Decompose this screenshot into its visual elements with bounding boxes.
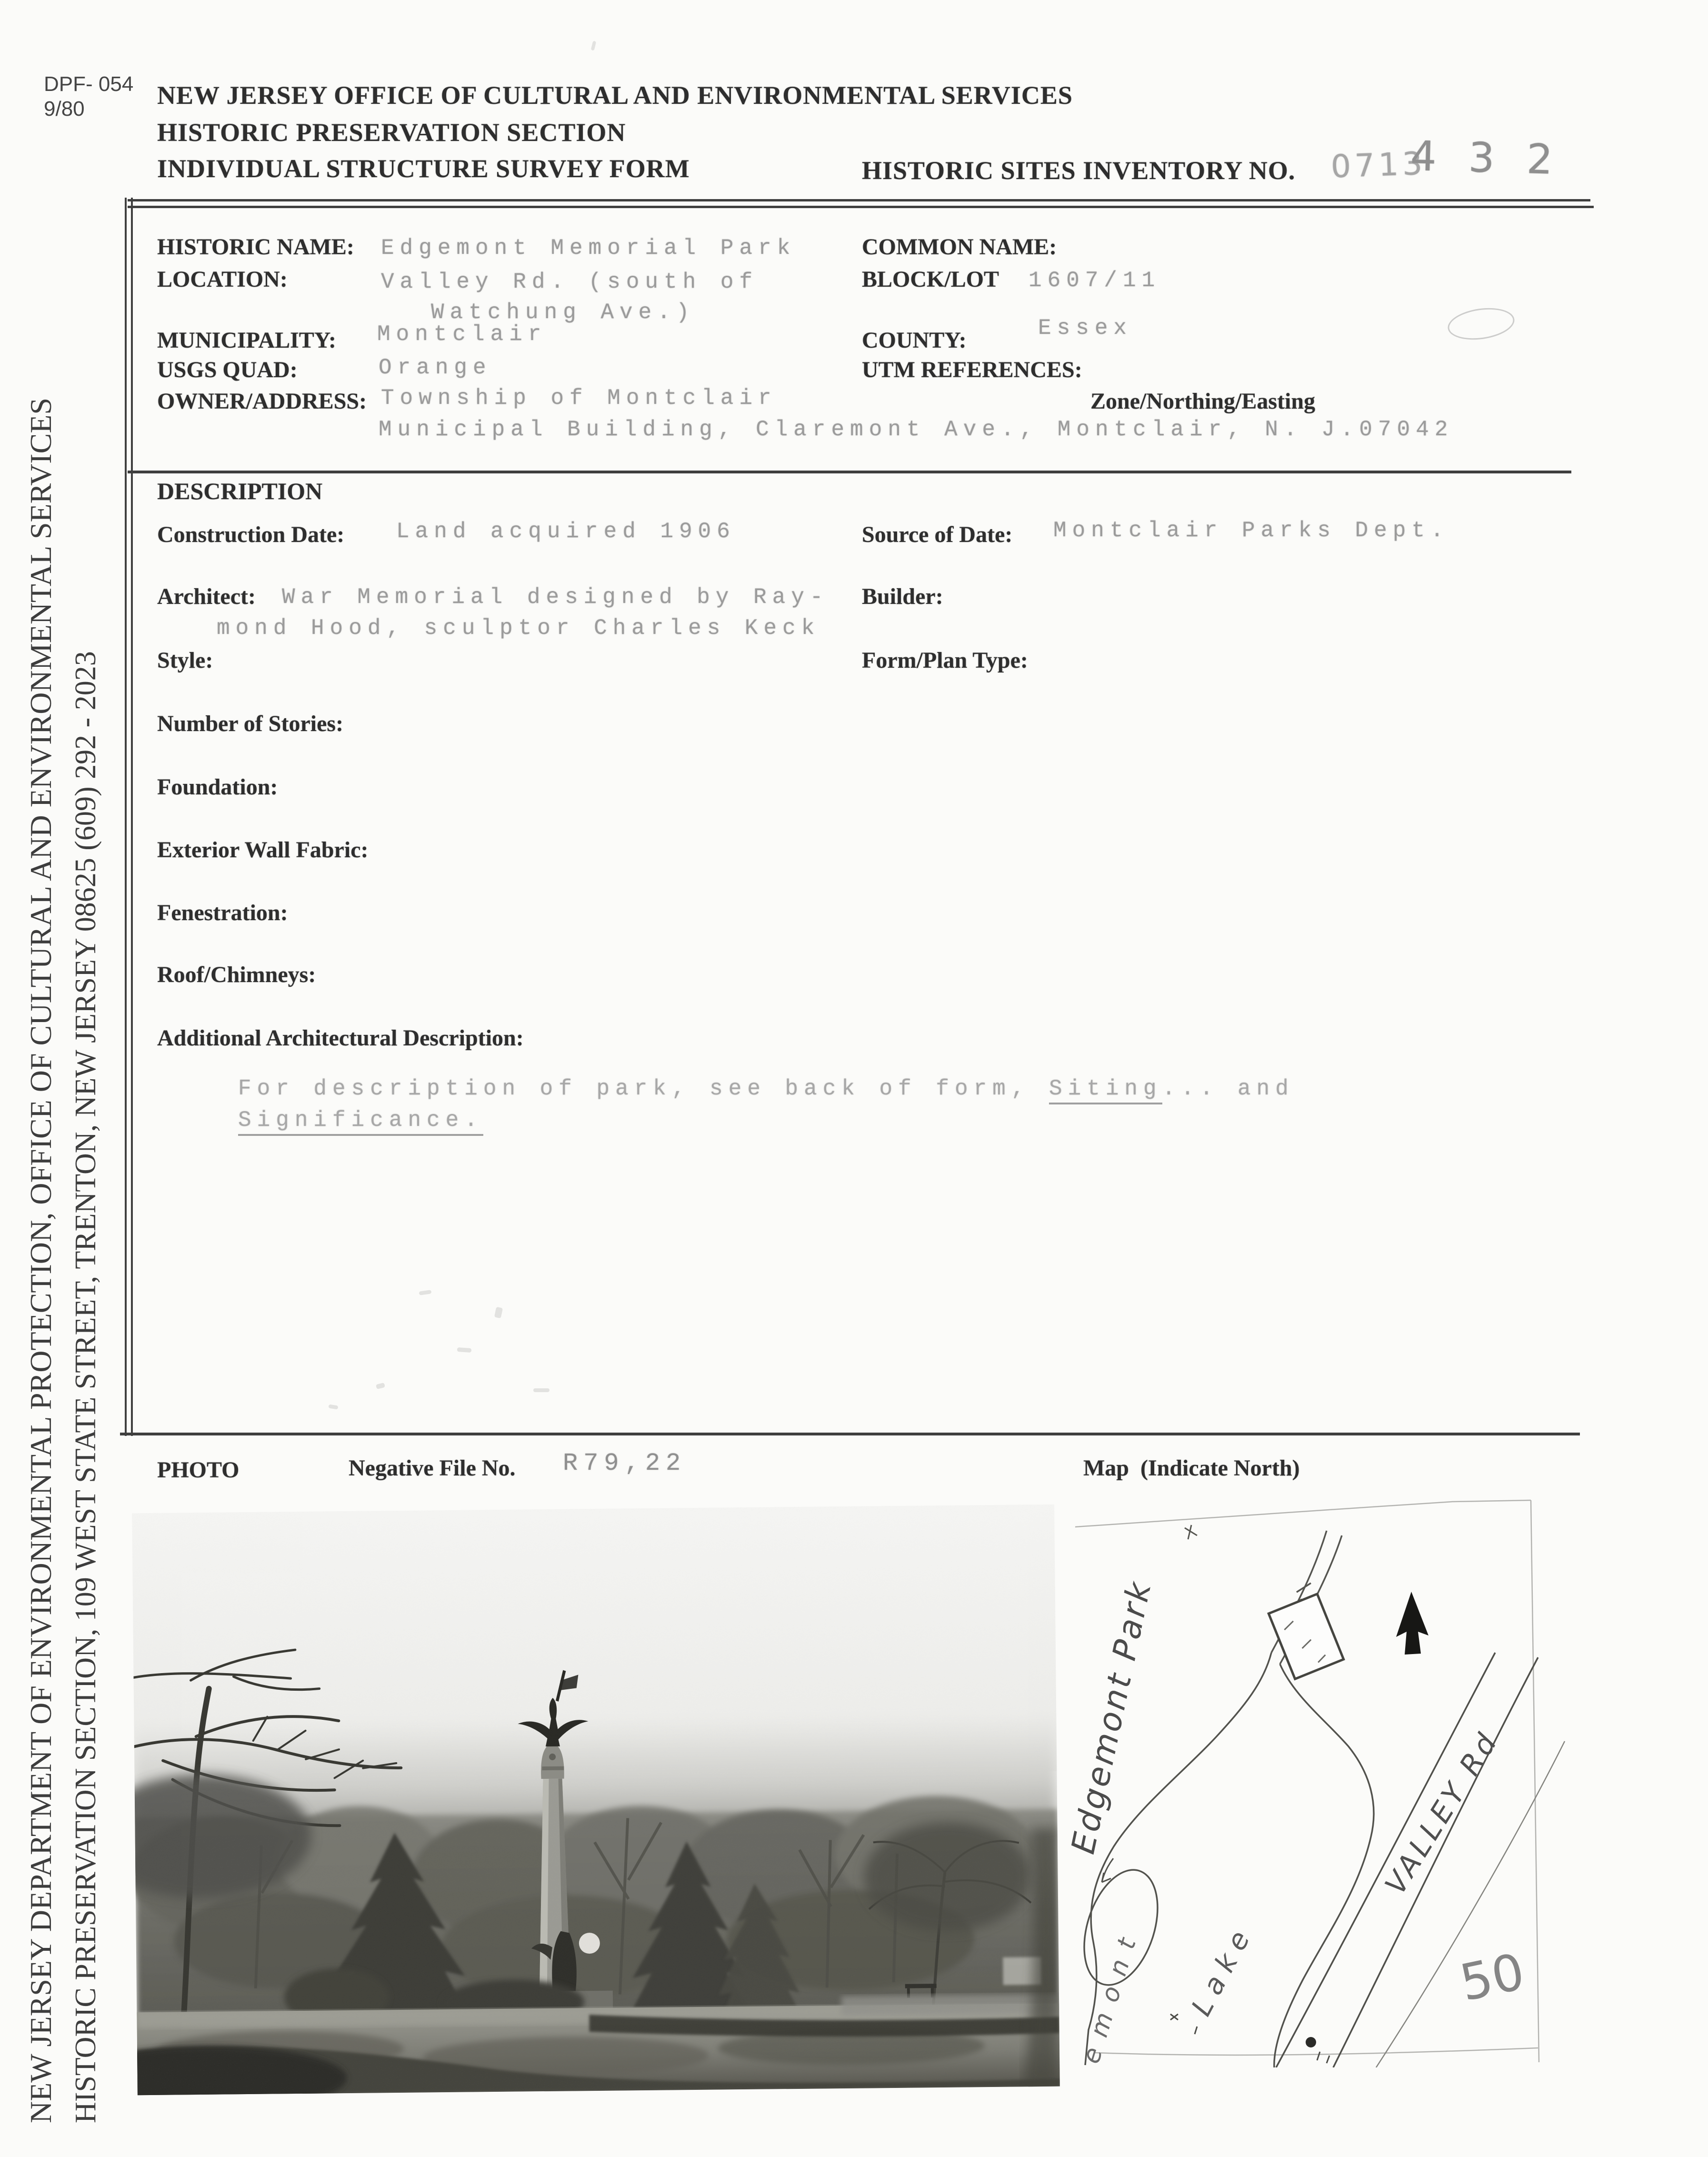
- map-caption-word: Map: [1083, 1455, 1129, 1481]
- north-arrow-icon: [1396, 1592, 1428, 1655]
- map-building: [1269, 1594, 1343, 1679]
- foundation-label: Foundation:: [157, 774, 278, 800]
- scan-smudge: [419, 1290, 432, 1295]
- negative-file-no-label: Negative File No.: [349, 1455, 516, 1481]
- additional-description-note-line2: [238, 1109, 483, 1132]
- utm-references-label: UTM REFERENCES:: [862, 357, 1082, 382]
- usgs-quad-value: Orange: [379, 355, 492, 380]
- block-lot-value: 1607/11: [1029, 268, 1161, 293]
- map-park-name: Edgemont Park: [1064, 1576, 1159, 1857]
- location-value-line2: Watchung Ave.): [431, 300, 695, 325]
- construction-date-value: Land acquired 1906: [396, 519, 736, 544]
- additional-description-note-line1: [238, 1077, 1294, 1100]
- inventory-no-stamp: 0713: [1330, 145, 1427, 185]
- source-of-date-label: Source of Date:: [862, 522, 1013, 547]
- map-small-marks: [1170, 2014, 1329, 2063]
- photo-film-grain: [132, 1505, 1060, 2096]
- section-rule-photo: [120, 1433, 1580, 1435]
- historic-name-label: HISTORIC NAME:: [157, 234, 354, 260]
- block-lot-label: BLOCK/LOT: [862, 267, 999, 292]
- architect-value-line1: War Memorial designed by Ray-: [282, 585, 829, 610]
- owner-address-value-line1: Township of Montclair: [381, 386, 777, 411]
- owner-address-value-line2: Municipal Building, Claremont Ave., Montclair, N. J.07042: [379, 417, 1454, 442]
- scan-speck: [591, 40, 597, 50]
- historic-name-value: Edgemont Memorial Park: [381, 236, 796, 261]
- number-of-stories-label: Number of Stories:: [157, 711, 344, 736]
- map-road-label: VALLEY Rd: [1378, 1725, 1506, 1900]
- scan-smudge: [328, 1404, 338, 1409]
- note-underlined-significance: Significance.: [238, 1108, 483, 1136]
- map-shore-label: emont: [1077, 1923, 1146, 2067]
- photo-scene: [132, 1505, 1060, 2096]
- inventory-no-handwritten: 4 3 2: [1409, 132, 1563, 184]
- construction-date-label: Construction Date:: [157, 522, 345, 547]
- section-rule-identification: [128, 471, 1571, 473]
- scan-smudge: [376, 1383, 385, 1389]
- sidebar-address-line2: HISTORIC PRESERVATION SECTION, 109 WEST STATE STREET, TRENTON, NEW JERSEY 08625 (609) 292 - 2023: [70, 651, 102, 2123]
- form-plan-type-label: Form/Plan Type:: [862, 648, 1028, 673]
- map-caption-sub: (Indicate North): [1140, 1455, 1300, 1481]
- architect-label: Architect:: [157, 584, 256, 609]
- location-value-line1: Valley Rd. (south of: [381, 270, 759, 294]
- sidebar-agency-line1: NEW JERSEY DEPARTMENT OF ENVIRONMENTAL PROTECTION, OFFICE OF CULTURAL AND ENVIRONMENTAL SERVICES: [24, 398, 58, 2123]
- pencil-ghost-mark: [1446, 304, 1517, 343]
- form-number: DPF- 054: [44, 72, 134, 96]
- left-border-double-line: [125, 198, 133, 1436]
- builder-label: Builder:: [862, 584, 943, 609]
- municipality-label: MUNICIPALITY:: [157, 328, 337, 353]
- form-edition: 9/80: [44, 97, 85, 120]
- usgs-quad-label: USGS QUAD:: [157, 357, 298, 382]
- map-lake-label: Lake: [1185, 1917, 1260, 2021]
- map-pond-arrow: [1102, 1858, 1113, 1882]
- park-photograph: [132, 1505, 1060, 2096]
- fenestration-label: Fenestration:: [157, 900, 288, 925]
- map-drawing: [1060, 1475, 1596, 2067]
- source-of-date-value: Montclair Parks Dept.: [1053, 518, 1449, 543]
- exterior-wall-fabric-label: Exterior Wall Fabric:: [157, 837, 369, 863]
- county-label: COUNTY:: [862, 328, 967, 353]
- owner-address-label: OWNER/ADDRESS:: [157, 389, 367, 414]
- additional-description-label: Additional Architectural Description:: [157, 1025, 524, 1051]
- photo-label: PHOTO: [157, 1457, 240, 1483]
- municipality-value: Montclair: [377, 322, 547, 347]
- scan-smudge: [494, 1307, 503, 1318]
- note-text-part1: For description of park, see back of form,: [238, 1076, 1049, 1101]
- county-value: Essex: [1038, 316, 1133, 341]
- inventory-no-label: HISTORIC SITES INVENTORY NO.: [862, 156, 1296, 185]
- roof-chimneys-label: Roof/Chimneys:: [157, 962, 316, 987]
- scan-smudge: [457, 1347, 472, 1353]
- note-text-part2: ... and: [1162, 1076, 1294, 1101]
- zone-northing-easting-label: Zone/Northing/Easting: [1090, 389, 1316, 414]
- note-underlined-siting: Siting: [1049, 1076, 1162, 1104]
- map-lot-number: 50: [1455, 1942, 1529, 2013]
- header-rule-bottom: [128, 206, 1594, 208]
- agency-title-line1: NEW JERSEY OFFICE OF CULTURAL AND ENVIRONMENTAL SERVICES: [157, 81, 1073, 110]
- style-label: Style:: [157, 648, 213, 673]
- common-name-label: COMMON NAME:: [862, 234, 1057, 260]
- description-section-title: DESCRIPTION: [157, 478, 323, 504]
- sketch-map: [1060, 1475, 1596, 2067]
- location-label: LOCATION:: [157, 267, 288, 292]
- architect-value-line2: mond Hood, sculptor Charles Keck: [217, 616, 820, 641]
- form-title: INDIVIDUAL STRUCTURE SURVEY FORM: [157, 154, 690, 183]
- header-rule-top: [128, 199, 1590, 201]
- scan-smudge: [533, 1388, 549, 1392]
- negative-file-no-value: R79,22: [563, 1449, 687, 1477]
- agency-title-line2: HISTORIC PRESERVATION SECTION: [157, 118, 626, 147]
